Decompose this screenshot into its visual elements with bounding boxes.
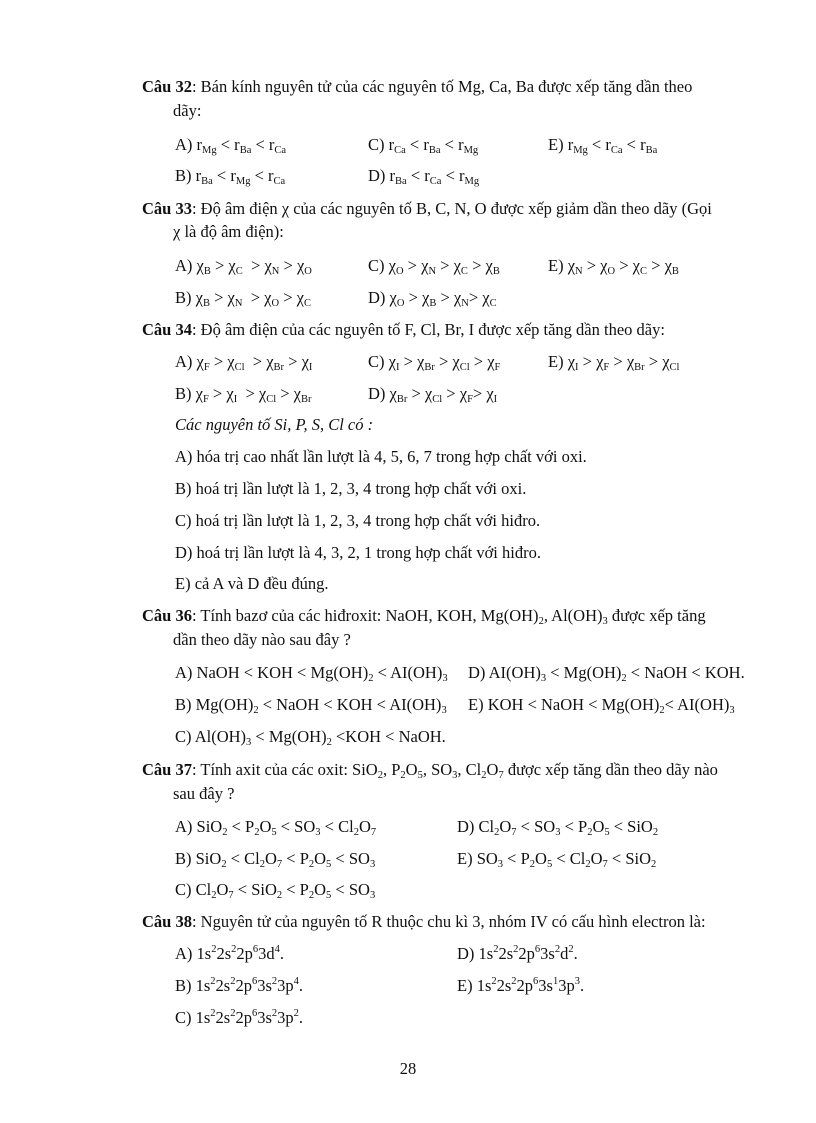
q37-option-a: A) $SiO_2 < P_2O_5 < SO_3 < Cl_2O_7$ <box>175 817 377 838</box>
q33-option-a: A) $\chi_B > \chi_C > \chi_N > \chi_O$ <box>175 256 312 277</box>
q36-option-c: C) $Al(OH)_3 < Mg(OH)_2 <KOH$ < NaOH. <box>175 727 446 748</box>
q32-label: Câu 32 <box>142 77 192 96</box>
q34-option-a: A) $\chi_F > \chi_{Cl} > \chi_{Br} > \chi_I$ <box>175 352 313 373</box>
q32-option-a: A) $r_{Mg} < r_{Ba} < r_{Ca}$ <box>175 135 287 156</box>
q36-option-a: A) NaOH < KOH < $Mg(OH)_2 < AI(OH)_3$ <box>175 663 448 684</box>
q35-option-d: D) hoá trị lần lượt là 4, 3, 2, 1 trong hợp chất với hiđro. <box>175 543 541 562</box>
q36-option-b: B) $Mg(OH)_2$ < NaOH < KOH < $AI(OH)_3$ <box>175 695 447 716</box>
q35-option-a: A) hóa trị cao nhất lần lượt là 4, 5, 6, 7 trong hợp chất với oxi. <box>175 447 587 466</box>
q32-option-b: B) $r_{Ba} < r_{Mg} < r_{Ca}$ <box>175 166 286 187</box>
q34-option-b: B) $\chi_F > \chi_I > \chi_{Cl} > \chi_{Br}$ <box>175 384 312 405</box>
q36-option-d: D) $AI(OH)_3 < Mg(OH)_2$ < NaOH < KOH. <box>468 663 745 684</box>
q33-option-c: C) $\chi_O > \chi_N > \chi_C > \chi_B$ <box>368 256 500 277</box>
q34-option-d: D) $\chi_{Br} > \chi_{Cl} > \chi_F> \chi_I$ <box>368 384 498 405</box>
q36-stem-line1: Câu 36: Tính bazơ của các hiđroxit: NaOH, KOH, $Mg(OH)_2$, $Al(OH)_3$ được xếp tăng <box>142 606 706 627</box>
q33-label: Câu 33 <box>142 199 192 218</box>
q35-stem: Các nguyên tố Si, P, S, Cl có : <box>175 415 374 434</box>
q38-option-e: E) $1s^22s^22p^63s^13p^3$. <box>457 976 585 995</box>
q34-label: Câu 34 <box>142 320 192 339</box>
q37-stem-line1: Câu 37: Tính axit của các oxit: SiO$_2$, $P_2O_5$, $SO_3$, $Cl_2O_7$ được xếp tăng dần theo dãy nào <box>142 760 718 781</box>
q32-option-c: C) $r_{Ca} < r_{Ba} < r_{Mg}$ <box>368 135 479 156</box>
q37-option-e: E) $SO_3 < P_2O_5 < Cl_2O_7 < SiO_2$ <box>457 849 657 870</box>
q35-option-e: E) cả A và D đều đúng. <box>175 574 329 593</box>
q32-stem-line2: dãy: <box>173 101 202 120</box>
q33-stem-line2: χ là độ âm điện): <box>173 222 284 241</box>
q32-option-e: E) $r_{Mg} < r_{Ca} < r_{Ba}$ <box>548 135 658 156</box>
q38-label: Câu 38 <box>142 912 192 931</box>
q34-option-c: C) $\chi_I > \chi_{Br} > \chi_{Cl} > \chi_F$ <box>368 352 501 373</box>
q34-stem <box>142 320 665 340</box>
q34-option-e: E) $\chi_I > \chi_F > \chi_{Br} > \chi_{Cl}$ <box>548 352 680 373</box>
q36-label: Câu 36 <box>142 606 192 625</box>
q38-option-a: A) $1s^22s^22p^63d^4$. <box>175 944 285 963</box>
q37-label: Câu 37 <box>142 760 192 779</box>
q32-option-d: D) $r_{Ba} < r_{Ca} < r_{Mg}$ <box>368 166 480 187</box>
q36-option-e: E) KOH < NaOH < $Mg(OH)_2< AI(OH)_3$ <box>468 695 735 716</box>
q37-stem-line2: sau đây ? <box>173 784 235 803</box>
q36-stem-line2: dần theo dãy nào sau đây ? <box>173 630 351 649</box>
q37-option-c: C) $Cl_2O_7 < SiO_2 < P_2O_5 < SO_3$ <box>175 880 376 901</box>
q38-stem <box>142 912 706 932</box>
q38-text1: : Nguyên tử của nguyên tố R thuộc chu kì 3, nhóm IV có cấu hình electron là: <box>191 912 706 931</box>
q33-option-b: B) $\chi_B > \chi_N > \chi_O > \chi_C$ <box>175 288 311 309</box>
q33-option-e: E) $\chi_N > \chi_O > \chi_C > \chi_B$ <box>548 256 679 277</box>
q37-option-b: B) $SiO_2 < Cl_2O_7 < P_2O_5 < SO_3$ <box>175 849 376 870</box>
q33-stem-line1 <box>142 199 712 219</box>
q33-option-d: D) $\chi_O > \chi_B > \chi_N> \chi_C$ <box>368 288 497 309</box>
q33-text1: : Độ âm điện χ của các nguyên tố B, C, N, O được xếp giảm dần theo dãy (Gọi <box>191 199 712 218</box>
q35-option-b: B) hoá trị lần lượt là 1, 2, 3, 4 trong hợp chất với oxi. <box>175 479 527 498</box>
q35-option-c: C) hoá trị lần lượt là 1, 2, 3, 4 trong hợp chất với hiđro. <box>175 511 541 530</box>
q38-option-d: D) $1s^22s^22p^63s^2d^2$. <box>457 944 578 963</box>
page-number: 28 <box>399 1059 417 1078</box>
q38-option-b: B) $1s^22s^22p^63s^23p^4$. <box>175 976 304 995</box>
q32-text1: : Bán kính nguyên tử của các nguyên tố Mg, Ca, Ba được xếp tăng dần theo <box>191 77 693 96</box>
q38-option-c: C) $1s^22s^22p^63s^23p^2$. <box>175 1008 304 1027</box>
q32-stem-line1 <box>142 77 692 97</box>
q37-option-d: D) $Cl_2O_7 < SO_3 < P_2O_5 < SiO_2$ <box>457 817 659 838</box>
q34-text1: : Độ âm điện của các nguyên tố F, Cl, Br, I được xếp tăng dần theo dãy: <box>191 320 665 339</box>
